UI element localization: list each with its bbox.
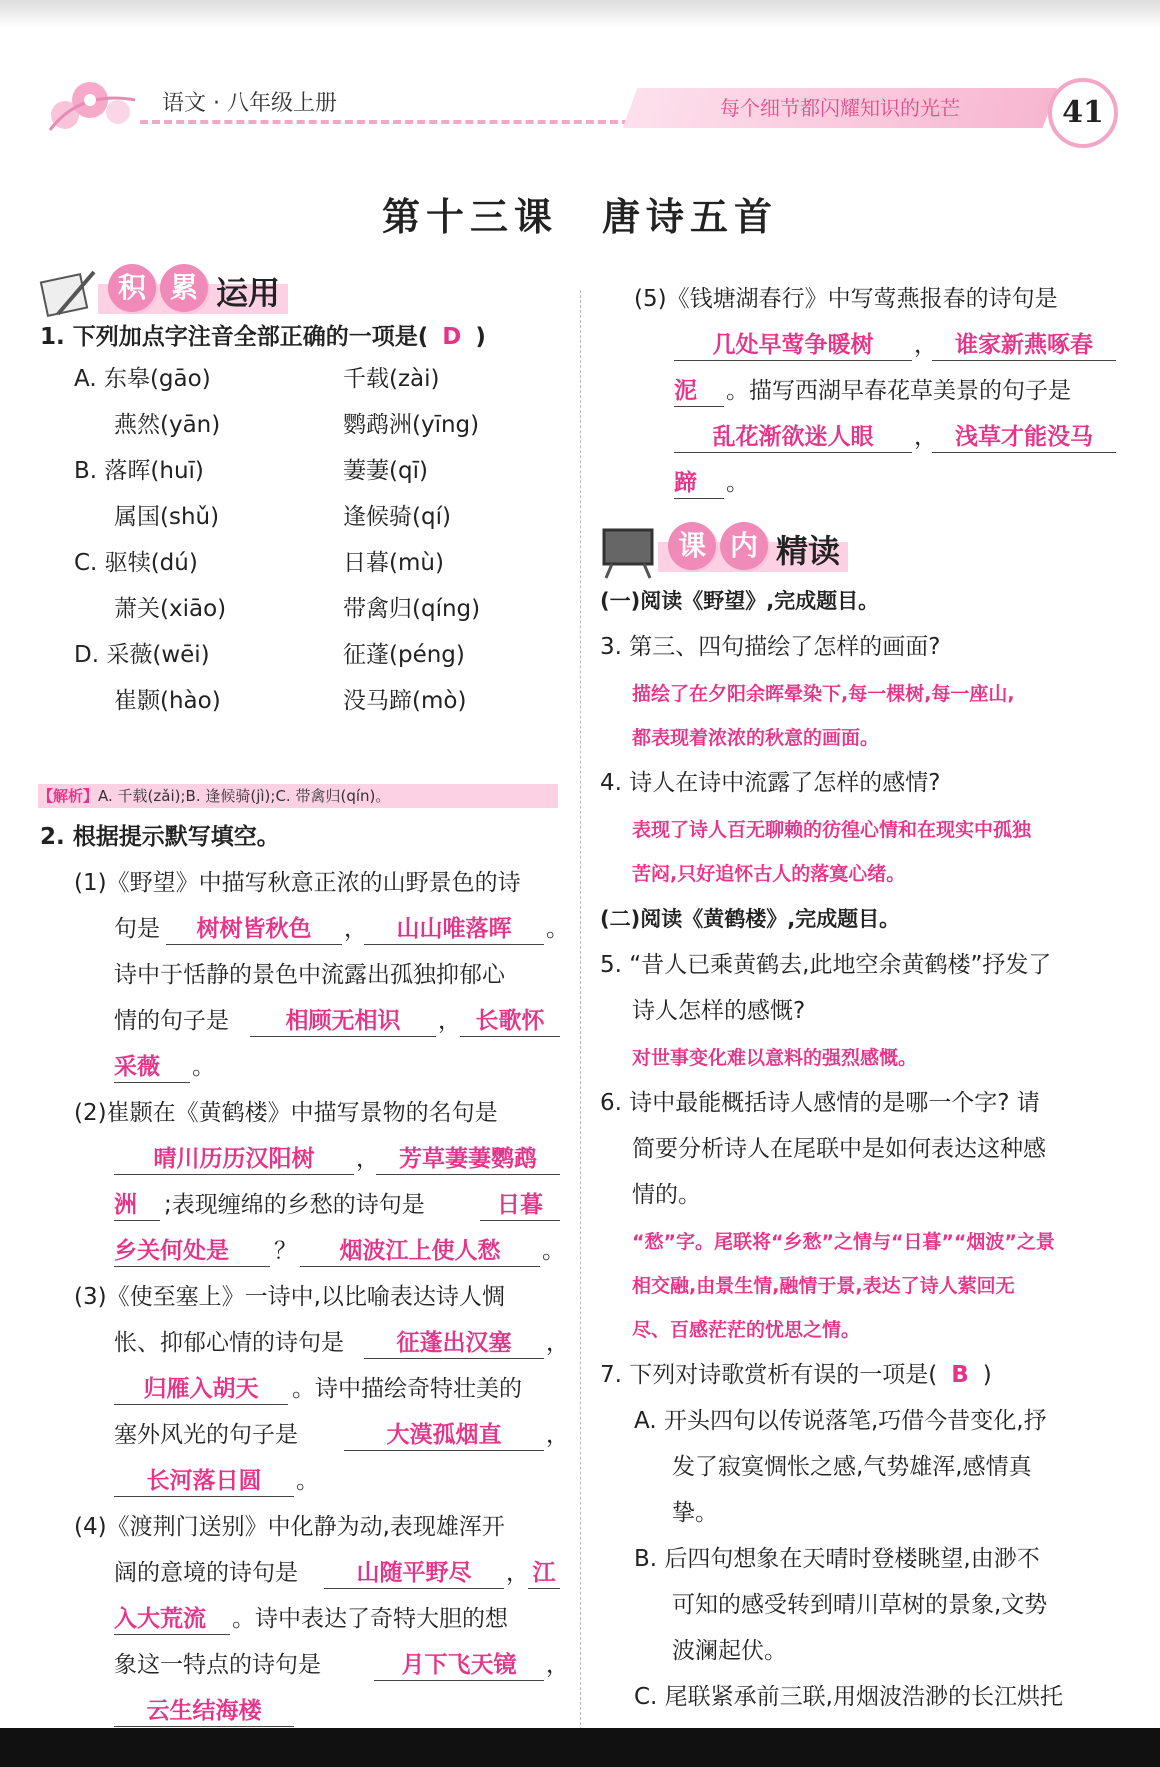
- answer-blank: 月下飞天镜: [374, 1650, 544, 1681]
- answer-blank: 泥: [674, 376, 724, 407]
- punct: ？: [274, 1238, 297, 1264]
- section-reading: 课 内 精读: [598, 518, 858, 578]
- part-two-heading: (二)阅读《黄鹤楼》,完成题目。: [600, 907, 901, 931]
- section-title: 运用: [216, 274, 281, 312]
- q3-answer: 描绘了在夕阳余晖晕染下,每一棵树,每一座山,: [632, 683, 1015, 705]
- punct: 。: [546, 916, 569, 942]
- page-number: 41: [1048, 78, 1118, 148]
- q7-option-b: 波澜起伏。: [672, 1638, 787, 1664]
- q1-analysis: 【解析】A. 千载(zǎi);B. 逢候骑(jì);C. 带禽归(qín)。: [38, 784, 558, 808]
- answer-blank: 乡关何处是: [114, 1236, 270, 1267]
- q7-option-a: 挚。: [672, 1500, 718, 1526]
- answer-blank: 山随平野尽: [324, 1558, 504, 1589]
- lesson-title: 第十三课 唐诗五首: [381, 194, 778, 239]
- q1-option-c-b: 日暮(mù): [343, 550, 444, 576]
- q1-option-a-b: 千载(zài): [343, 366, 440, 392]
- section-title: 精读: [776, 532, 841, 570]
- q6-answer: “愁”字。尾联将“乡愁”之情与“日暮”“烟波”之景: [632, 1231, 1055, 1253]
- q1-option-b: B. 落晖(huī): [74, 458, 204, 484]
- q7-option-b: 可知的感受转到晴川草树的景象,文势: [672, 1592, 1048, 1618]
- q2-p4-text: 象这一特点的诗句是: [114, 1652, 321, 1678]
- q2-p2-line: (2)崔颢在《黄鹤楼》中描写景物的名句是: [74, 1100, 498, 1126]
- q2-p5-line: (5)《钱塘湖春行》中写莺燕报春的诗句是: [634, 286, 1058, 312]
- answer-blank: 谁家新燕啄春: [932, 330, 1116, 361]
- q3-stem: 3. 第三、四句描绘了怎样的画面?: [600, 634, 941, 660]
- punct: 。: [296, 1468, 319, 1494]
- book-label: 语文 · 八年级上册: [162, 91, 337, 116]
- q2-p1-line: (1)《野望》中描写秋意正浓的山野景色的诗: [74, 870, 521, 896]
- q2-p3-text: 怅、抑郁心情的诗句是: [114, 1330, 344, 1356]
- q5-stem: 诗人怎样的感慨?: [632, 998, 806, 1024]
- q6-answer: 尽、百感茫茫的忧思之情。: [632, 1319, 861, 1341]
- q2-p4-line: (4)《渡荆门送别》中化静为动,表现雄浑开: [74, 1514, 505, 1540]
- punct: ，: [438, 1008, 461, 1034]
- q2-p3-line: (3)《使至塞上》一诗中,以比喻表达诗人惆: [74, 1284, 505, 1310]
- answer-blank: 芳草萋萋鹦鹉: [376, 1144, 560, 1175]
- q6-stem: 简要分析诗人在尾联中是如何表达这种感: [632, 1136, 1046, 1162]
- bottom-edge: [0, 1728, 1160, 1767]
- punct: 。: [542, 1238, 565, 1264]
- q2-p5-text: 。描写西湖早春花草美景的句子是: [726, 378, 1071, 404]
- punct: ，: [344, 916, 367, 942]
- q3-answer: 都表现着浓浓的秋意的画面。: [632, 727, 880, 749]
- punct: 。: [192, 1054, 215, 1080]
- answer-blank: 江: [528, 1558, 560, 1589]
- q4-answer: 表现了诗人百无聊赖的彷徨心情和在现实中孤独: [632, 819, 1032, 841]
- answer-blank: 采薇: [114, 1052, 190, 1083]
- answer-blank: 归雁入胡天: [114, 1374, 288, 1405]
- q7-option-c: C. 尾联紧承前三联,用烟波浩渺的长江烘托: [634, 1684, 1063, 1710]
- q7-option-b: B. 后四句想象在天晴时登楼眺望,由渺不: [634, 1546, 1040, 1572]
- answer-blank: 洲: [114, 1190, 160, 1221]
- part-one-heading: (一)阅读《野望》,完成题目。: [600, 589, 880, 613]
- q1-option-c-d: 带禽归(qíng): [343, 596, 481, 622]
- q6-answer: 相交融,由景生情,融情于景,表达了诗人萦回无: [632, 1275, 1015, 1297]
- q5-answer: 对世事变化难以意料的强烈感慨。: [632, 1047, 918, 1069]
- answer-blank: 树树皆秋色: [166, 914, 342, 945]
- q2-stem: 2. 根据提示默写填空。: [40, 824, 280, 850]
- flower-ornament-icon: [40, 70, 150, 150]
- punct: ，: [546, 1422, 569, 1448]
- q2-p3-text: 塞外风光的句子是: [114, 1422, 298, 1448]
- q1-option-a: A. 东皋(gāo): [74, 366, 211, 392]
- q2-p3-text: 。诗中描绘奇特壮美的: [292, 1376, 522, 1402]
- q6-stem: 6. 诗中最能概括诗人感情的是哪一个字? 请: [600, 1090, 1040, 1116]
- answer-blank: 乱花渐欲迷人眼: [674, 422, 912, 453]
- answer-blank: 相顾无相识: [250, 1006, 436, 1037]
- q1-option-d-c: 崔颢(hào): [114, 688, 221, 714]
- q2-p4-text: 。诗中表达了奇特大胆的想: [232, 1606, 508, 1632]
- q1-option-a-d: 鹦鹉洲(yīng): [343, 412, 480, 438]
- punct: ，: [914, 424, 937, 450]
- q4-stem: 4. 诗人在诗中流露了怎样的感情?: [600, 770, 941, 796]
- answer-blank: 山山唯落晖: [364, 914, 544, 945]
- punct: 。: [726, 470, 749, 496]
- section-accumulate: 积 累 运用: [38, 260, 298, 320]
- q2-p2-text: ;表现缠绵的乡愁的诗句是: [164, 1192, 425, 1218]
- top-edge: [0, 0, 1160, 28]
- q2-p1-text: 情的句子是: [114, 1008, 229, 1034]
- textbook-page: [0, 28, 1160, 1728]
- q2-p1-text: 句是: [114, 916, 160, 942]
- header-slogan: 每个细节都闪耀知识的光芒: [623, 88, 1058, 128]
- q1-option-d-d: 没马蹄(mò): [343, 688, 467, 714]
- answer-blank: 云生结海楼: [114, 1696, 294, 1727]
- q1-stem: 1. 下列加点字注音全部正确的一项是( D ): [40, 324, 486, 350]
- q7-option-a: A. 开头四句以传说落笔,巧借今昔变化,抒: [634, 1408, 1047, 1434]
- punct: ，: [506, 1560, 529, 1586]
- q1-option-a-c: 燕然(yān): [114, 412, 221, 438]
- punct: ，: [914, 332, 937, 358]
- q1-option-c-c: 萧关(xiāo): [114, 596, 227, 622]
- q1-option-d: D. 采薇(wēi): [74, 642, 210, 668]
- answer-blank: 烟波江上使人愁: [300, 1236, 540, 1267]
- header-divider: [140, 120, 630, 124]
- answer-blank: 入大荒流: [114, 1604, 230, 1635]
- answer-blank: 长河落日圆: [114, 1466, 294, 1497]
- punct: ，: [546, 1652, 569, 1678]
- q6-stem: 情的。: [632, 1182, 701, 1208]
- column-divider: [580, 290, 581, 1728]
- q1-option-c: C. 驱犊(dú): [74, 550, 198, 576]
- punct: ，: [356, 1146, 379, 1172]
- answer-blank: 征蓬出汉塞: [364, 1328, 544, 1359]
- answer-blank: 蹄: [674, 468, 724, 499]
- answer-blank: 几处早莺争暖树: [674, 330, 912, 361]
- book-pen-icon: [38, 266, 100, 322]
- answer-blank: 长歌怀: [460, 1006, 560, 1037]
- q7-option-a: 发了寂寞惆怅之感,气势雄浑,感情真: [672, 1454, 1032, 1480]
- q2-p1-line: 诗中于恬静的景色中流露出孤独抑郁心: [114, 962, 505, 988]
- answer-blank: 浅草才能没马: [932, 422, 1116, 453]
- q4-answer: 苦闷,只好追怀古人的落寞心绪。: [632, 863, 906, 885]
- answer-blank: 晴川历历汉阳树: [114, 1144, 354, 1175]
- q1-option-b-c: 属国(shǔ): [114, 504, 220, 530]
- q2-p4-text: 阔的意境的诗句是: [114, 1560, 298, 1586]
- q1-option-d-b: 征蓬(péng): [343, 642, 465, 668]
- answer-blank: 日暮: [480, 1190, 560, 1221]
- q1-option-b-d: 逢候骑(qí): [343, 504, 451, 530]
- answer-blank: 大漠孤烟直: [344, 1420, 544, 1451]
- q1-option-b-b: 萋萋(qī): [343, 458, 428, 484]
- punct: ，: [546, 1330, 569, 1356]
- blackboard-icon: [598, 524, 660, 580]
- q7-stem: 7. 下列对诗歌赏析有误的一项是( B ): [600, 1362, 992, 1388]
- q5-stem: 5. “昔人已乘黄鹤去,此地空余黄鹤楼”抒发了: [600, 952, 1052, 978]
